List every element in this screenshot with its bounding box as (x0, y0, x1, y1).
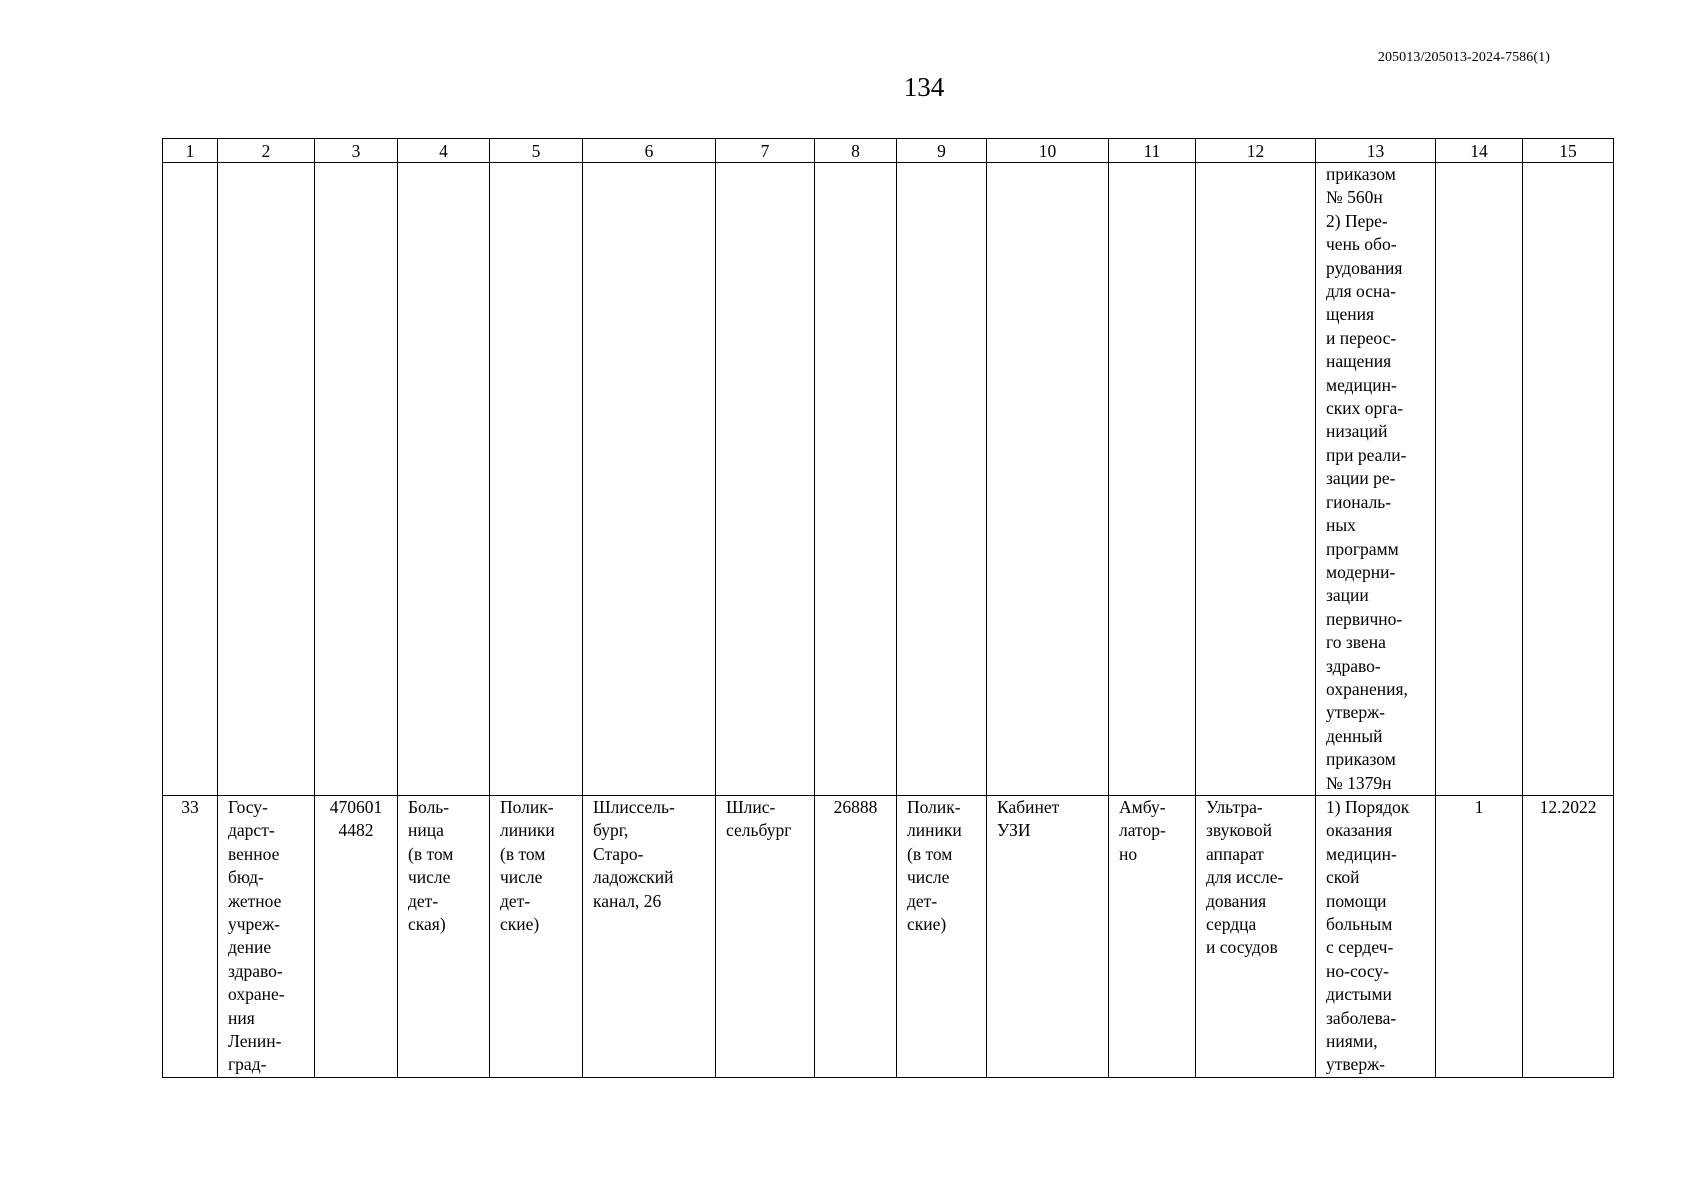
column-number-6: 6 (583, 139, 716, 163)
table-cell (398, 163, 490, 796)
column-number-15: 15 (1523, 139, 1614, 163)
table-cell-row-number (163, 795, 218, 1077)
column-number-1: 1 (163, 139, 218, 163)
column-number-4: 4 (398, 139, 490, 163)
column-number-9: 9 (897, 139, 987, 163)
column-number-2: 2 (218, 139, 315, 163)
subdivision-type: Полик- линики (в том числе дет- ские) (500, 796, 555, 934)
table-cell-population (815, 795, 897, 1077)
column-number-3: 3 (315, 139, 398, 163)
equipment-table (162, 138, 1614, 1078)
table-cell-org-type (398, 795, 490, 1077)
locality: Шлис- сельбург (726, 796, 792, 841)
table-cell-regulations (1316, 795, 1436, 1077)
care-form: Амбу- латор- но (1119, 796, 1166, 864)
regulations-text: 1) Порядок оказания медицин- ской помощи больным с сердеч- но-сосу- дистыми заболева- ниями, утверж- (1326, 796, 1410, 1075)
population: 26888 (833, 796, 878, 817)
table-cell (1436, 163, 1523, 796)
column-number-10: 10 (987, 139, 1109, 163)
table-cell (163, 163, 218, 796)
table-cell (583, 163, 716, 796)
table-row-continuation (163, 163, 1614, 796)
regulations-text: приказом № 560н 2) Пере- чень обо- рудования для осна- щения и переос- нащения медицин- ских орга- низаций при реали- зации ре- гиональ- ных программ модерни- зации первично- го звена здраво- охранения, утверж- денный приказом № 1379н (1326, 164, 1408, 793)
table-cell (716, 163, 815, 796)
equipment-name: Ультра- звуковой аппарат для иссле- дования сердца и сосудов (1206, 796, 1284, 958)
column-number-12: 12 (1196, 139, 1316, 163)
date: 12.2022 (1539, 796, 1597, 817)
table-cell-organization (218, 795, 315, 1077)
table-cell-equipment (1196, 795, 1316, 1077)
table-cell-subdivision-type (490, 795, 583, 1077)
row-number: 33 (181, 796, 199, 817)
document-id: 205013/205013-2024-7586(1) (1377, 50, 1550, 65)
table-cell (1196, 163, 1316, 796)
page-number: 134 (903, 72, 945, 102)
cabinet: Кабинет УЗИ (997, 796, 1060, 841)
table-row-33 (163, 795, 1614, 1077)
table-cell-quantity (1436, 795, 1523, 1077)
table-cell-regulations (1316, 163, 1436, 796)
organization-name: Госу- дарст- венное бюд- жетное учреж- дение здраво- охране- ния Ленин- град- (228, 796, 285, 1075)
inn-number: 470601 4482 (329, 796, 383, 841)
column-number-row (163, 139, 1614, 163)
table-cell (1523, 163, 1614, 796)
table-cell (897, 163, 987, 796)
table-cell-locality (716, 795, 815, 1077)
table-cell (987, 163, 1109, 796)
table-cell (815, 163, 897, 796)
column-number-5: 5 (490, 139, 583, 163)
table-cell (490, 163, 583, 796)
table-cell (315, 163, 398, 796)
column-number-8: 8 (815, 139, 897, 163)
column-number-7: 7 (716, 139, 815, 163)
column-number-14: 14 (1436, 139, 1523, 163)
column-number-11: 11 (1109, 139, 1196, 163)
table-cell-date (1523, 795, 1614, 1077)
quantity: 1 (1474, 796, 1484, 817)
table-cell-inn (315, 795, 398, 1077)
table-cell-structural-unit (897, 795, 987, 1077)
table-cell (1109, 163, 1196, 796)
table-cell-cabinet (987, 795, 1109, 1077)
table-cell (218, 163, 315, 796)
table-cell-address (583, 795, 716, 1077)
structural-unit: Полик- линики (в том числе дет- ские) (907, 796, 962, 934)
organization-type: Боль- ница (в том числе дет- ская) (408, 796, 454, 934)
table-cell-care-form (1109, 795, 1196, 1077)
column-number-13: 13 (1316, 139, 1436, 163)
address: Шлиссель- бург, Старо- ладожский канал, 26 (593, 796, 675, 911)
